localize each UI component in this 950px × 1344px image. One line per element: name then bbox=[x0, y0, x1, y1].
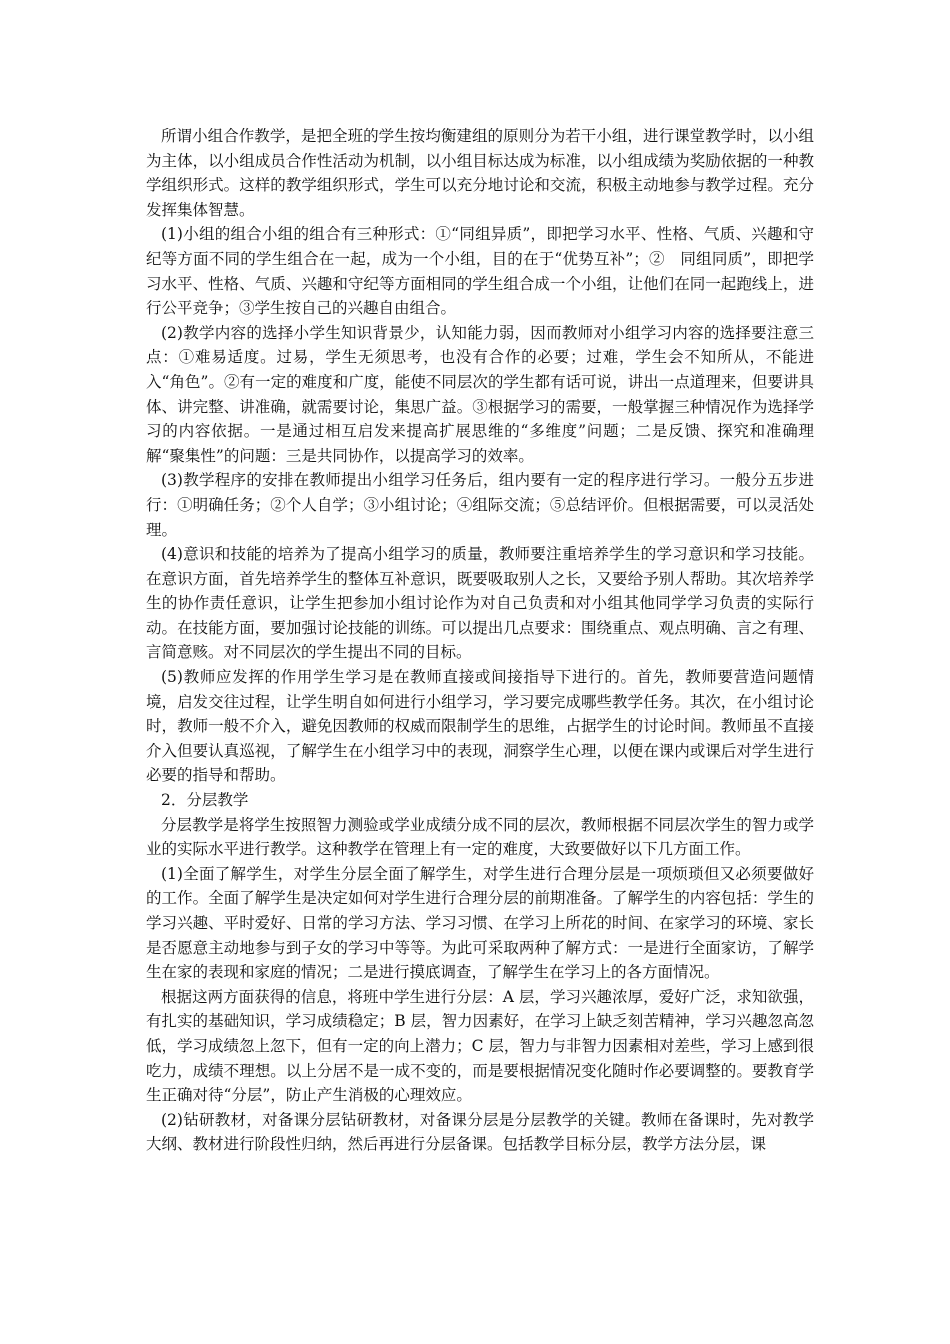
paragraph-content-selection: (2)教学内容的选择小学生知识背景少，认知能力弱，因而教师对小组学习内容的选择要注意三点：①难易适度。过易，学生无须思考，也没有合作的必要；过难，学生会不知所从，不能进入“角色”。②有一定的难度和广度，能使不同层次的学生都有话可说，讲出一点道理来，但要讲具体、讲完整、讲准确，就需要讨论，集思广益。③根据学习的需要，一般掌握三种情况作为选择学习的内容依据。一是通过相互启发来提高扩展思维的“多维度”问题；二是反馈、探究和准确理解“聚集性”的问题：三是共同协作，以提高学习的效率。 bbox=[146, 323, 814, 465]
paragraph-procedure: (3)教学程序的安排在教师提出小组学习任务后，组内要有一定的程序进行学习。一般分五步进行：①明确任务；②个人自学；③小组讨论；④组际交流；⑤总结评价。但根据需要，可以灵活处理。 bbox=[146, 471, 814, 539]
paragraph-layer-levels: 根据这两方面获得的信息，将班中学生进行分层：A 层，学习兴趣浓厚，爱好广泛，求知欲强，有扎实的基础知识，学习成绩稳定；B 层，智力因素好，在学习上缺乏刻苦精神，学习兴趣忽高忽低，学习成绩忽上忽下，但有一定的向上潜力；C 层，智力与非智力因素相对差些，学习上感到很吃力，成绩不理想。以上分居不是一成不变的，而是要根据情况变化随时作必要调整的。要教育学生正确对待“分层”，防止产生消极的心理效应。 bbox=[146, 987, 814, 1105]
paragraph-lesson-prep: (2)钻研教材，对备课分层钻研教材，对备课分层是分层教学的关键。教师在备课时，先对教学大纲、教材进行阶段性归纳，然后再进行分层备课。包括教学目标分层，教学方法分层，课 bbox=[146, 1110, 814, 1154]
document-body bbox=[146, 124, 814, 1157]
paragraph-teacher-role: (5)教师应发挥的作用学生学习是在教师直接或间接指导下进行的。首先，教师要营造问题情境，启发交往过程，让学生明自如何进行小组学习，学习要完成哪些教学任务。其次，在小组讨论时，教师一般不介入，避免因教师的权威而限制学生的思维，占据学生的讨论时间。教师虽不直接介入但要认真巡视，了解学生在小组学习中的表现，洞察学生心理，以便在课内或课后对学生进行必要的指导和帮助。 bbox=[146, 668, 814, 785]
paragraph-group-composition: (1)小组的组合小组的组合有三种形式：①“同组异质”，即把学习水平、性格、气质、兴趣和守纪等方面不同的学生组合在一起，成为一个小组，目的在于“优势互补”；② 同组同质”，即把学习水平、性格、气质、兴趣和守纪等方面相同的学生组合成一个小组，让他们在同一起跑线上，进行公平竞争；③学生按自己的兴趣自由组合。 bbox=[146, 225, 814, 318]
section-heading-layered-teaching: 2．分层教学 bbox=[161, 791, 249, 810]
paragraph-intro: 所谓小组合作教学，是把全班的学生按均衡建组的原则分为若干小组，进行课堂教学时，以小组为主体，以小组成员合作性活动为机制，以小组目标达成为标准，以小组成绩为奖励依据的一种教学组织形式。这样的教学组织形式，学生可以充分地讨论和交流，积极主动地参与教学过程。充分发挥集体智慧。 bbox=[146, 127, 814, 219]
paragraph-layered-intro: 分层教学是将学生按照智力测验或学业成绩分成不同的层次，教师根据不同层次学生的智力或学业的实际水平进行教学。这种教学在管理上有一定的难度，大致要做好以下几方面工作。 bbox=[146, 815, 814, 859]
paragraph-awareness-skills: (4)意识和技能的培养为了提高小组学习的质量，教师要注重培养学生的学习意识和学习技能。在意识方面，首先培养学生的整体互补意识，既要吸取别人之长，又要给予别人帮助。其次培养学生的协作责任意识，让学生把参加小组讨论作为对自己负责和对小组其他同学学习负责的实际行动。在技能方面，要加强讨论技能的训练。可以提出几点要求：围绕重点、观点明确、言之有理、言简意赅。对不同层次的学生提出不同的目标。 bbox=[146, 545, 814, 662]
paragraph-understand-students: (1)全面了解学生，对学生分层全面了解学生，对学生进行合理分层是一项烦琐但又必须要做好的工作。全面了解学生是决定如何对学生进行合理分层的前期准备。了解学生的内容包括：学生的学习兴趣、平时爱好、日常的学习方法、学习习惯、在学习上所花的时间、在家学习的环境、家长是否愿意主动地参与到子女的学习中等等。为此可采取两种了解方式：一是进行全面家访，了解学生在家的表现和家庭的情况；二是进行摸底调查，了解学生在学习上的各方面情况。 bbox=[146, 864, 814, 982]
